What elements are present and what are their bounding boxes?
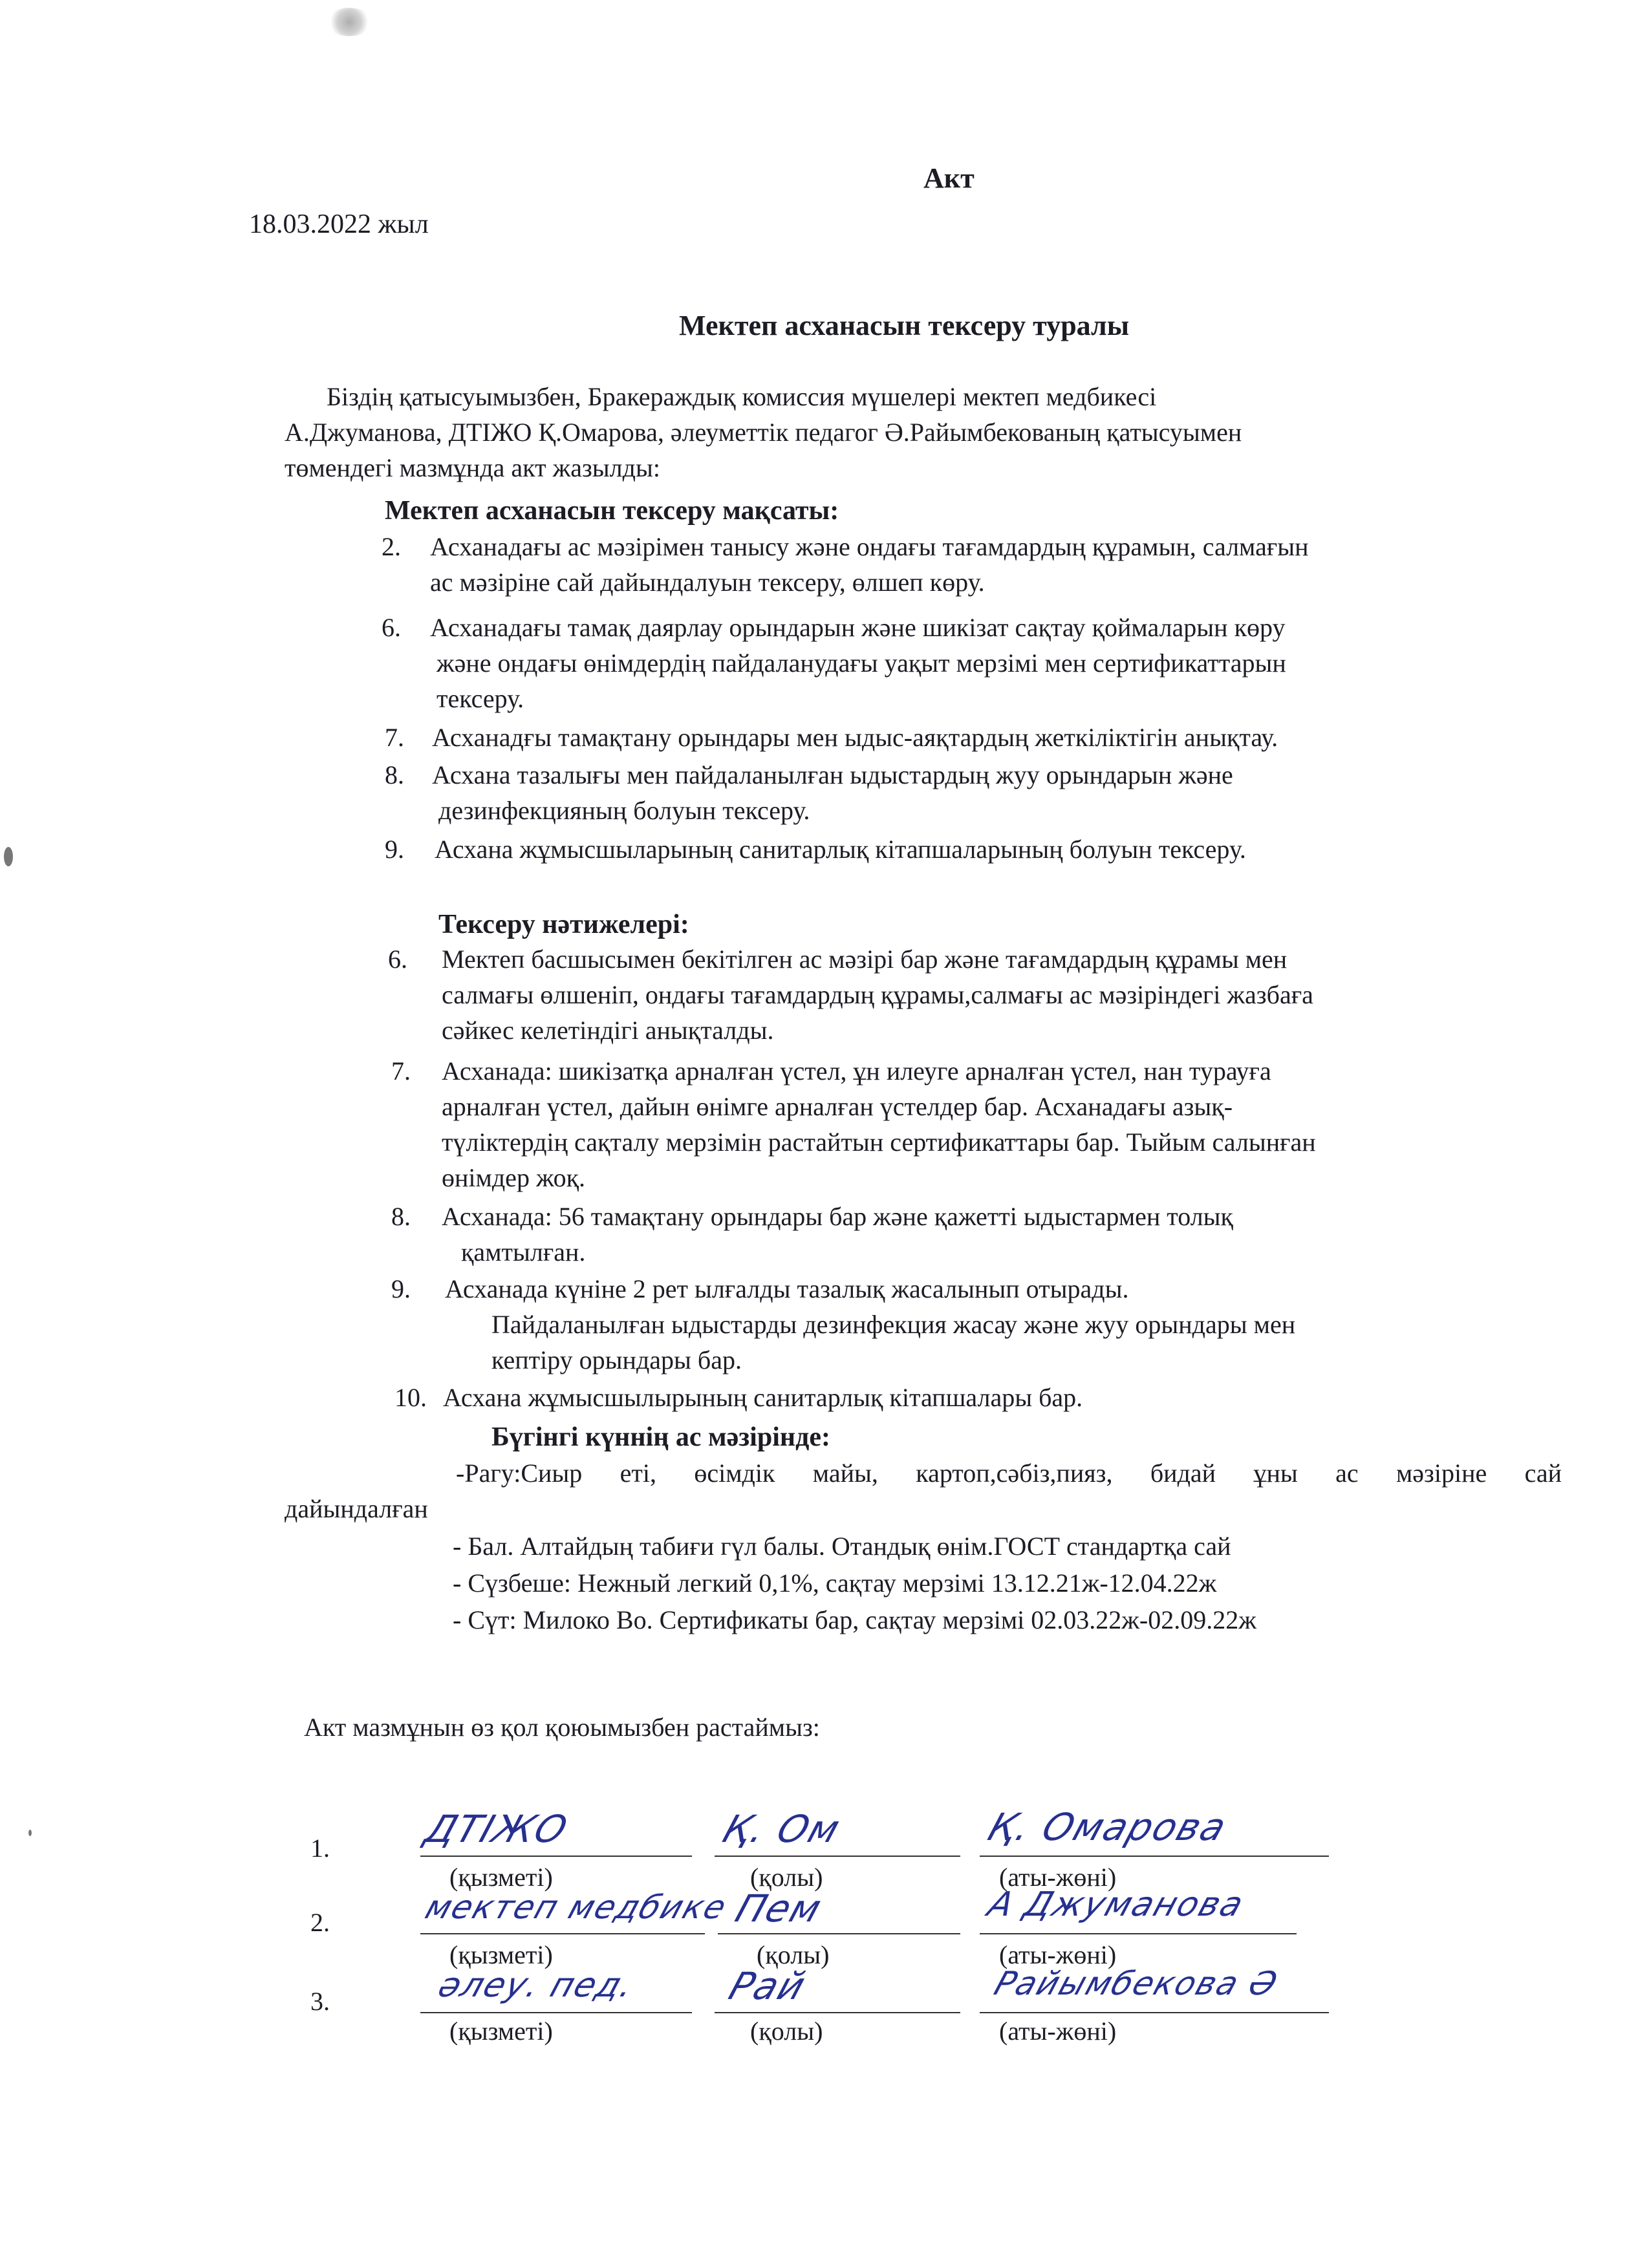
purpose-line: Асханадағы тамақ даярлау орындарын және шикізат сақтау қоймаларын көру xyxy=(430,613,1286,642)
result-line: кептіру орындары бар. xyxy=(491,1345,742,1375)
purpose-line: ас мәзіріне сай дайындалуын тексеру, өлшеп көру. xyxy=(430,568,985,597)
signature-row-number: 1. xyxy=(310,1834,330,1863)
result-number: 8. xyxy=(391,1202,411,1231)
handwritten-name: Қ. Омарова xyxy=(982,1805,1233,1849)
result-line: Асханада күніне 2 рет ылғалды тазалық жасалынып отырады. xyxy=(445,1274,1129,1303)
result-line: қамтылған. xyxy=(461,1237,586,1267)
purpose-number: 8. xyxy=(385,760,404,789)
purpose-number: 2. xyxy=(382,532,401,561)
name-caption: (аты-жөні) xyxy=(999,1863,1117,1892)
signature-underline xyxy=(718,1933,960,1934)
scan-speck xyxy=(4,847,13,866)
position-caption: (қызметі) xyxy=(449,1863,553,1892)
handwritten-position: әлеу. пед. xyxy=(433,1966,640,2005)
document-subject: Мектеп асханасын тексеру туралы xyxy=(679,310,1130,341)
signature-underline xyxy=(420,2012,692,2013)
intro-line: төмендегі мазмұнда акт жазылды: xyxy=(285,453,660,482)
result-line: түліктердің сақталу мерзімін растайтын сертификаттары бар. Тыйым салынған xyxy=(442,1128,1316,1157)
result-line: Мектеп басшысымен бекітілген ас мәзірі бар және тағамдардың құрамы мен xyxy=(442,945,1288,974)
signature-row-number: 3. xyxy=(310,1987,330,2016)
document-date: 18.03.2022 жыл xyxy=(249,209,429,239)
handwritten-signature: Қ. Ом xyxy=(717,1807,846,1851)
handwritten-position: ДТІЖО xyxy=(420,1807,574,1851)
confirmation-text: Акт мазмұнын өз қол қоюымызбен растаймыз: xyxy=(304,1713,820,1742)
stamp-mark xyxy=(327,8,372,36)
result-line: сәйкес келетіндігі анықталды. xyxy=(442,1016,774,1045)
purpose-line: Асхана тазалығы мен пайдаланылған ыдыстардың жуу орындарын және xyxy=(432,760,1233,789)
purpose-number: 7. xyxy=(385,723,404,752)
signature-underline xyxy=(715,2012,960,2013)
signature-underline xyxy=(980,1856,1329,1857)
result-line: Асханада: 56 тамақтану орындары бар және қажетті ыдыстармен толық xyxy=(442,1202,1233,1231)
purpose-number: 9. xyxy=(385,835,404,864)
signature-caption: (қолы) xyxy=(750,2017,823,2046)
name-caption: (аты-жөні) xyxy=(999,2017,1117,2046)
result-number: 9. xyxy=(391,1274,411,1303)
purpose-line: тексеру. xyxy=(436,684,524,713)
handwritten-signature: Рай xyxy=(724,1964,812,2008)
signature-caption: (қолы) xyxy=(750,1863,823,1892)
handwritten-signature: Пем xyxy=(730,1887,828,1931)
result-line: Асхана жұмысшылырының санитарлық кітапшалары бар. xyxy=(443,1383,1083,1412)
menu-line: -Рагу:Сиыр еті, өсімдік майы, картоп,сәбіз,пияз, бидай ұны ас мәзіріне сай xyxy=(456,1459,1562,1488)
results-heading: Тексеру нәтижелері: xyxy=(438,910,689,939)
result-number: 6. xyxy=(388,945,407,974)
signature-underline xyxy=(420,1933,705,1934)
menu-line: - Бал. Алтайдың табиғи гүл балы. Отандық өнім.ГОСТ стандартқа сай xyxy=(453,1532,1231,1561)
purpose-line: дезинфекцияның болуын тексеру. xyxy=(438,796,810,825)
menu-line: - Сүт: Милоко Во. Сертификаты бар, сақтау мерзімі 02.03.22ж-02.09.22ж xyxy=(453,1605,1256,1634)
position-caption: (қызметі) xyxy=(449,1940,553,1969)
signature-caption: (қолы) xyxy=(757,1940,830,1969)
scan-speck xyxy=(28,1830,32,1836)
name-caption: (аты-жөні) xyxy=(999,1940,1117,1969)
result-line: өнімдер жоқ. xyxy=(442,1163,586,1192)
handwritten-name: Райымбекова Ә xyxy=(989,1965,1283,2002)
handwritten-name: А Джуманова xyxy=(983,1885,1249,1924)
purpose-number: 6. xyxy=(382,613,401,642)
menu-heading: Бүгінгі күннің ас мәзірінде: xyxy=(491,1422,830,1452)
purpose-line: Асханадағы ас мәзірімен танысу және ондағы тағамдардың құрамын, салмағын xyxy=(430,532,1309,561)
purpose-heading: Мектеп асханасын тексеру мақсаты: xyxy=(385,496,839,526)
result-number: 10. xyxy=(394,1383,427,1412)
purpose-line: және ондағы өнімдердің пайдаланудағы уақыт мерзімі мен сертификаттарын xyxy=(436,648,1286,678)
intro-line: А.Джуманова, ДТІЖО Қ.Омарова, әлеуметтік педагог Ә.Райымбекованың қатысуымен xyxy=(285,418,1242,447)
signature-row-number: 2. xyxy=(310,1908,330,1937)
signature-underline xyxy=(420,1856,692,1857)
result-number: 7. xyxy=(391,1056,411,1086)
purpose-line: Асханадғы тамақтану орындары мен ыдыс-аяқтардың жеткіліктігін анықтау. xyxy=(432,723,1278,752)
result-line: арналған үстел, дайын өнімге арналған үстелдер бар. Асханадағы азық- xyxy=(442,1092,1233,1121)
handwritten-position: мектеп медбике xyxy=(420,1888,732,1926)
intro-line: Біздің қатысуымызбен, Бракераждық комиссия мүшелері мектеп медбикесі xyxy=(327,382,1157,411)
signature-underline xyxy=(980,1933,1297,1934)
result-line: Асханада: шикізатқа арналған үстел, ұн илеуге арналған үстел, нан турауға xyxy=(442,1056,1271,1086)
position-caption: (қызметі) xyxy=(449,2017,553,2046)
result-line: Пайдаланылған ыдыстарды дезинфекция жасау және жуу орындары мен xyxy=(491,1310,1296,1339)
menu-line: дайындалған xyxy=(285,1494,428,1523)
signature-underline xyxy=(980,2012,1329,2013)
result-line: салмағы өлшеніп, ондағы тағамдардың құрамы,салмағы ас мәзіріндегі жазбаға xyxy=(442,980,1313,1009)
purpose-line: Асхана жұмысшыларының санитарлық кітапшаларының болуын тексеру. xyxy=(435,835,1246,864)
document-title: Акт xyxy=(923,162,975,194)
signature-underline xyxy=(715,1856,960,1857)
menu-line: - Сүзбеше: Нежный легкий 0,1%, сақтау мерзімі 13.12.21ж-12.04.22ж xyxy=(453,1568,1217,1598)
